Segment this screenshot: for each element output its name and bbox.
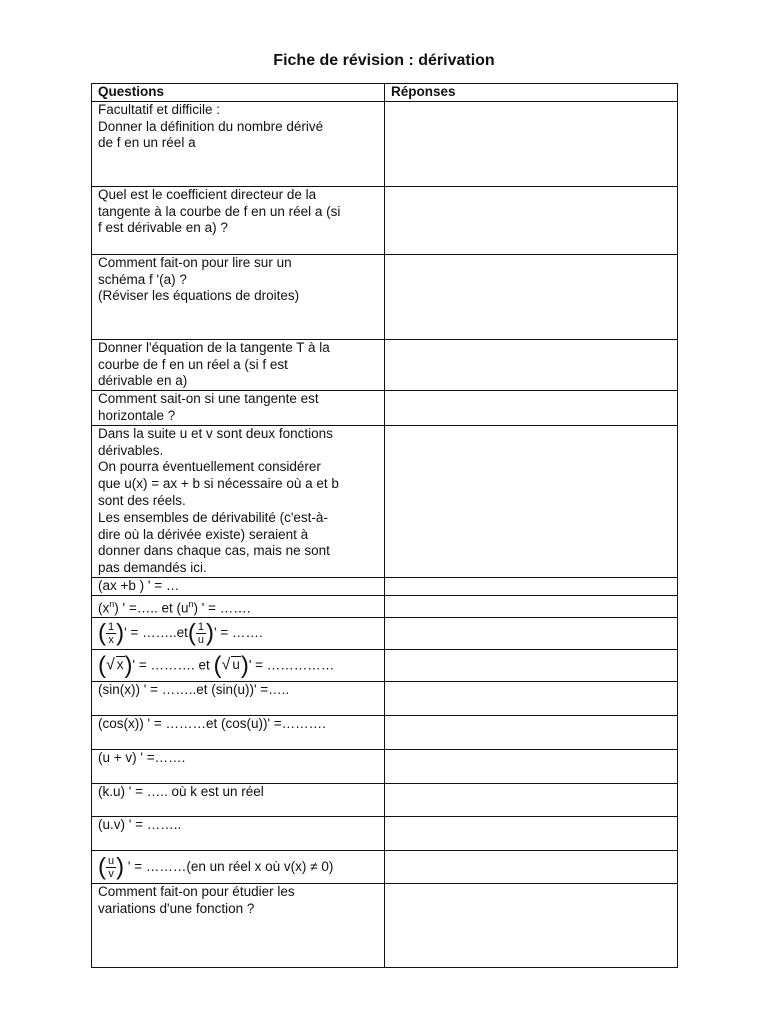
question-cell [92, 884, 385, 968]
answer-cell[interactable] [385, 101, 678, 186]
left-paren: ( [187, 619, 196, 647]
table-row [92, 750, 678, 784]
table-row [92, 595, 678, 617]
revision-table [91, 83, 678, 968]
question-line: horizontale ? [98, 407, 176, 423]
product-formula-cell: (u.v) ' = …….. [92, 817, 385, 851]
inverse-formula-cell [92, 618, 385, 650]
right-paren: ) [240, 651, 249, 679]
page-title: Fiche de révision : dérivation [273, 52, 495, 69]
question-cell [92, 186, 385, 254]
quotient-formula-cell [92, 851, 385, 884]
answer-cell[interactable] [385, 650, 678, 682]
questions-header: Questions [92, 84, 385, 102]
left-paren: ( [98, 853, 106, 881]
question-cell: (ax +b ) ' = … [92, 577, 385, 595]
table-row [92, 682, 678, 716]
right-paren: ) [116, 853, 125, 881]
question-line: sont des réels. [98, 492, 186, 508]
answer-cell[interactable] [385, 391, 678, 426]
answer-cell[interactable] [385, 716, 678, 750]
answer-cell[interactable] [385, 254, 678, 339]
table-row [92, 186, 678, 254]
question-line: de f en un réel a [98, 135, 196, 151]
question-cell [92, 391, 385, 426]
formula-text: ) ' = ……. [193, 600, 251, 616]
table-row [92, 339, 678, 390]
radicand: x [116, 657, 124, 673]
question-line: courbe de f en un réel a (si f est [98, 356, 288, 372]
exponent: n [188, 598, 194, 609]
question-line: Comment sait-on si une tangente est [98, 391, 319, 407]
answer-cell[interactable] [385, 784, 678, 817]
table-row [92, 884, 678, 968]
question-line: dire où la dérivée existe) seraient à [98, 526, 309, 542]
question-line: Quel est le coefficient directeur de la [98, 186, 317, 202]
question-line: pas demandés ici. [98, 560, 207, 576]
question-line: donner dans chaque cas, mais ne sont [98, 543, 330, 559]
fraction: $\frac{u}{v}$ [108, 854, 115, 880]
question-line: On pourra éventuellement considérer [98, 459, 321, 475]
table-row [92, 425, 678, 577]
formula-text: ' = …………… [248, 657, 335, 673]
question-cell [92, 254, 385, 339]
right-paren: ) [205, 619, 214, 647]
left-paren: ( [98, 651, 106, 679]
question-cell [92, 425, 385, 577]
answer-cell[interactable] [385, 682, 678, 716]
question-line: Dans la suite u et v sont deux fonctions [98, 425, 333, 441]
question-line: Donner la définition du nombre dérivé [98, 118, 324, 134]
question-line: schéma f '(a) ? [98, 271, 187, 287]
sin-formula-cell: (sin(x)) ' = ……..et (sin(u))' =….. [92, 682, 385, 716]
table-row [92, 650, 678, 682]
question-line: (Réviser les équations de droites) [98, 288, 300, 304]
radicand: u [232, 657, 240, 673]
question-line: Donner l'équation de la tangente T à la [98, 339, 330, 355]
formula-text: ' = ……. [213, 625, 263, 641]
cos-formula-cell: (cos(x)) ' = ………et (cos(u))' =………. [92, 716, 385, 750]
left-paren: ( [213, 651, 222, 679]
fraction: $\frac{1}{u}$ [197, 621, 204, 647]
question-line: variations d'une fonction ? [98, 900, 255, 916]
sum-formula-cell: (u + v) ' =……. [92, 750, 385, 784]
question-line: Comment fait-on pour lire sur un [98, 254, 292, 270]
question-line: tangente à la courbe de f en un réel a (si [98, 203, 341, 219]
answer-cell[interactable] [385, 339, 678, 390]
answer-cell[interactable] [385, 884, 678, 968]
scalar-formula-cell: (k.u) ' = ….. où k est un réel [92, 784, 385, 817]
table-header-row [92, 84, 678, 102]
question-line: Comment fait-on pour étudier les [98, 884, 295, 900]
question-line: Les ensembles de dérivabilité (c'est-à- [98, 509, 328, 525]
sqrt-icon: √ [221, 656, 231, 674]
question-line: que u(x) = ax + b si nécessaire où a et b [98, 476, 339, 492]
answer-cell[interactable] [385, 425, 678, 577]
question-cell [92, 101, 385, 186]
formula-text: ' = ………(en un réel x où v(x) ≠ 0) [127, 858, 334, 874]
table-row [92, 851, 678, 884]
sqrt-formula-cell [92, 650, 385, 682]
left-paren: ( [98, 619, 106, 647]
answer-cell[interactable] [385, 851, 678, 884]
table-row [92, 577, 678, 595]
table-row [92, 391, 678, 426]
formula-text: ' = ……..et [124, 625, 188, 641]
answer-cell[interactable] [385, 618, 678, 650]
question-line: f est dérivable en a) ? [98, 220, 228, 236]
question-line: dérivable en a) [98, 373, 188, 389]
right-paren: ) [124, 651, 133, 679]
answer-cell[interactable] [385, 817, 678, 851]
answer-cell[interactable] [385, 186, 678, 254]
right-paren: ) [116, 619, 125, 647]
power-formula-cell [92, 595, 385, 617]
formula-text: ) ' =….. et (u [114, 600, 189, 616]
table-row [92, 784, 678, 817]
answer-cell[interactable] [385, 577, 678, 595]
fraction: $\frac{1}{x}$ [108, 621, 115, 647]
table-row [92, 716, 678, 750]
reponses-header: Réponses [385, 84, 678, 102]
answer-cell[interactable] [385, 595, 678, 617]
formula-text: ' = ………. et [132, 657, 210, 673]
formula-text: (x [98, 600, 110, 616]
question-cell [92, 339, 385, 390]
question-line: dérivables. [98, 442, 164, 458]
exponent: n [109, 598, 115, 609]
table-row [92, 618, 678, 650]
table-row [92, 101, 678, 186]
table-row [92, 817, 678, 851]
question-line: Facultatif et difficile : [98, 101, 221, 117]
answer-cell[interactable] [385, 750, 678, 784]
sqrt-icon: √ [106, 656, 115, 674]
table-row [92, 254, 678, 339]
